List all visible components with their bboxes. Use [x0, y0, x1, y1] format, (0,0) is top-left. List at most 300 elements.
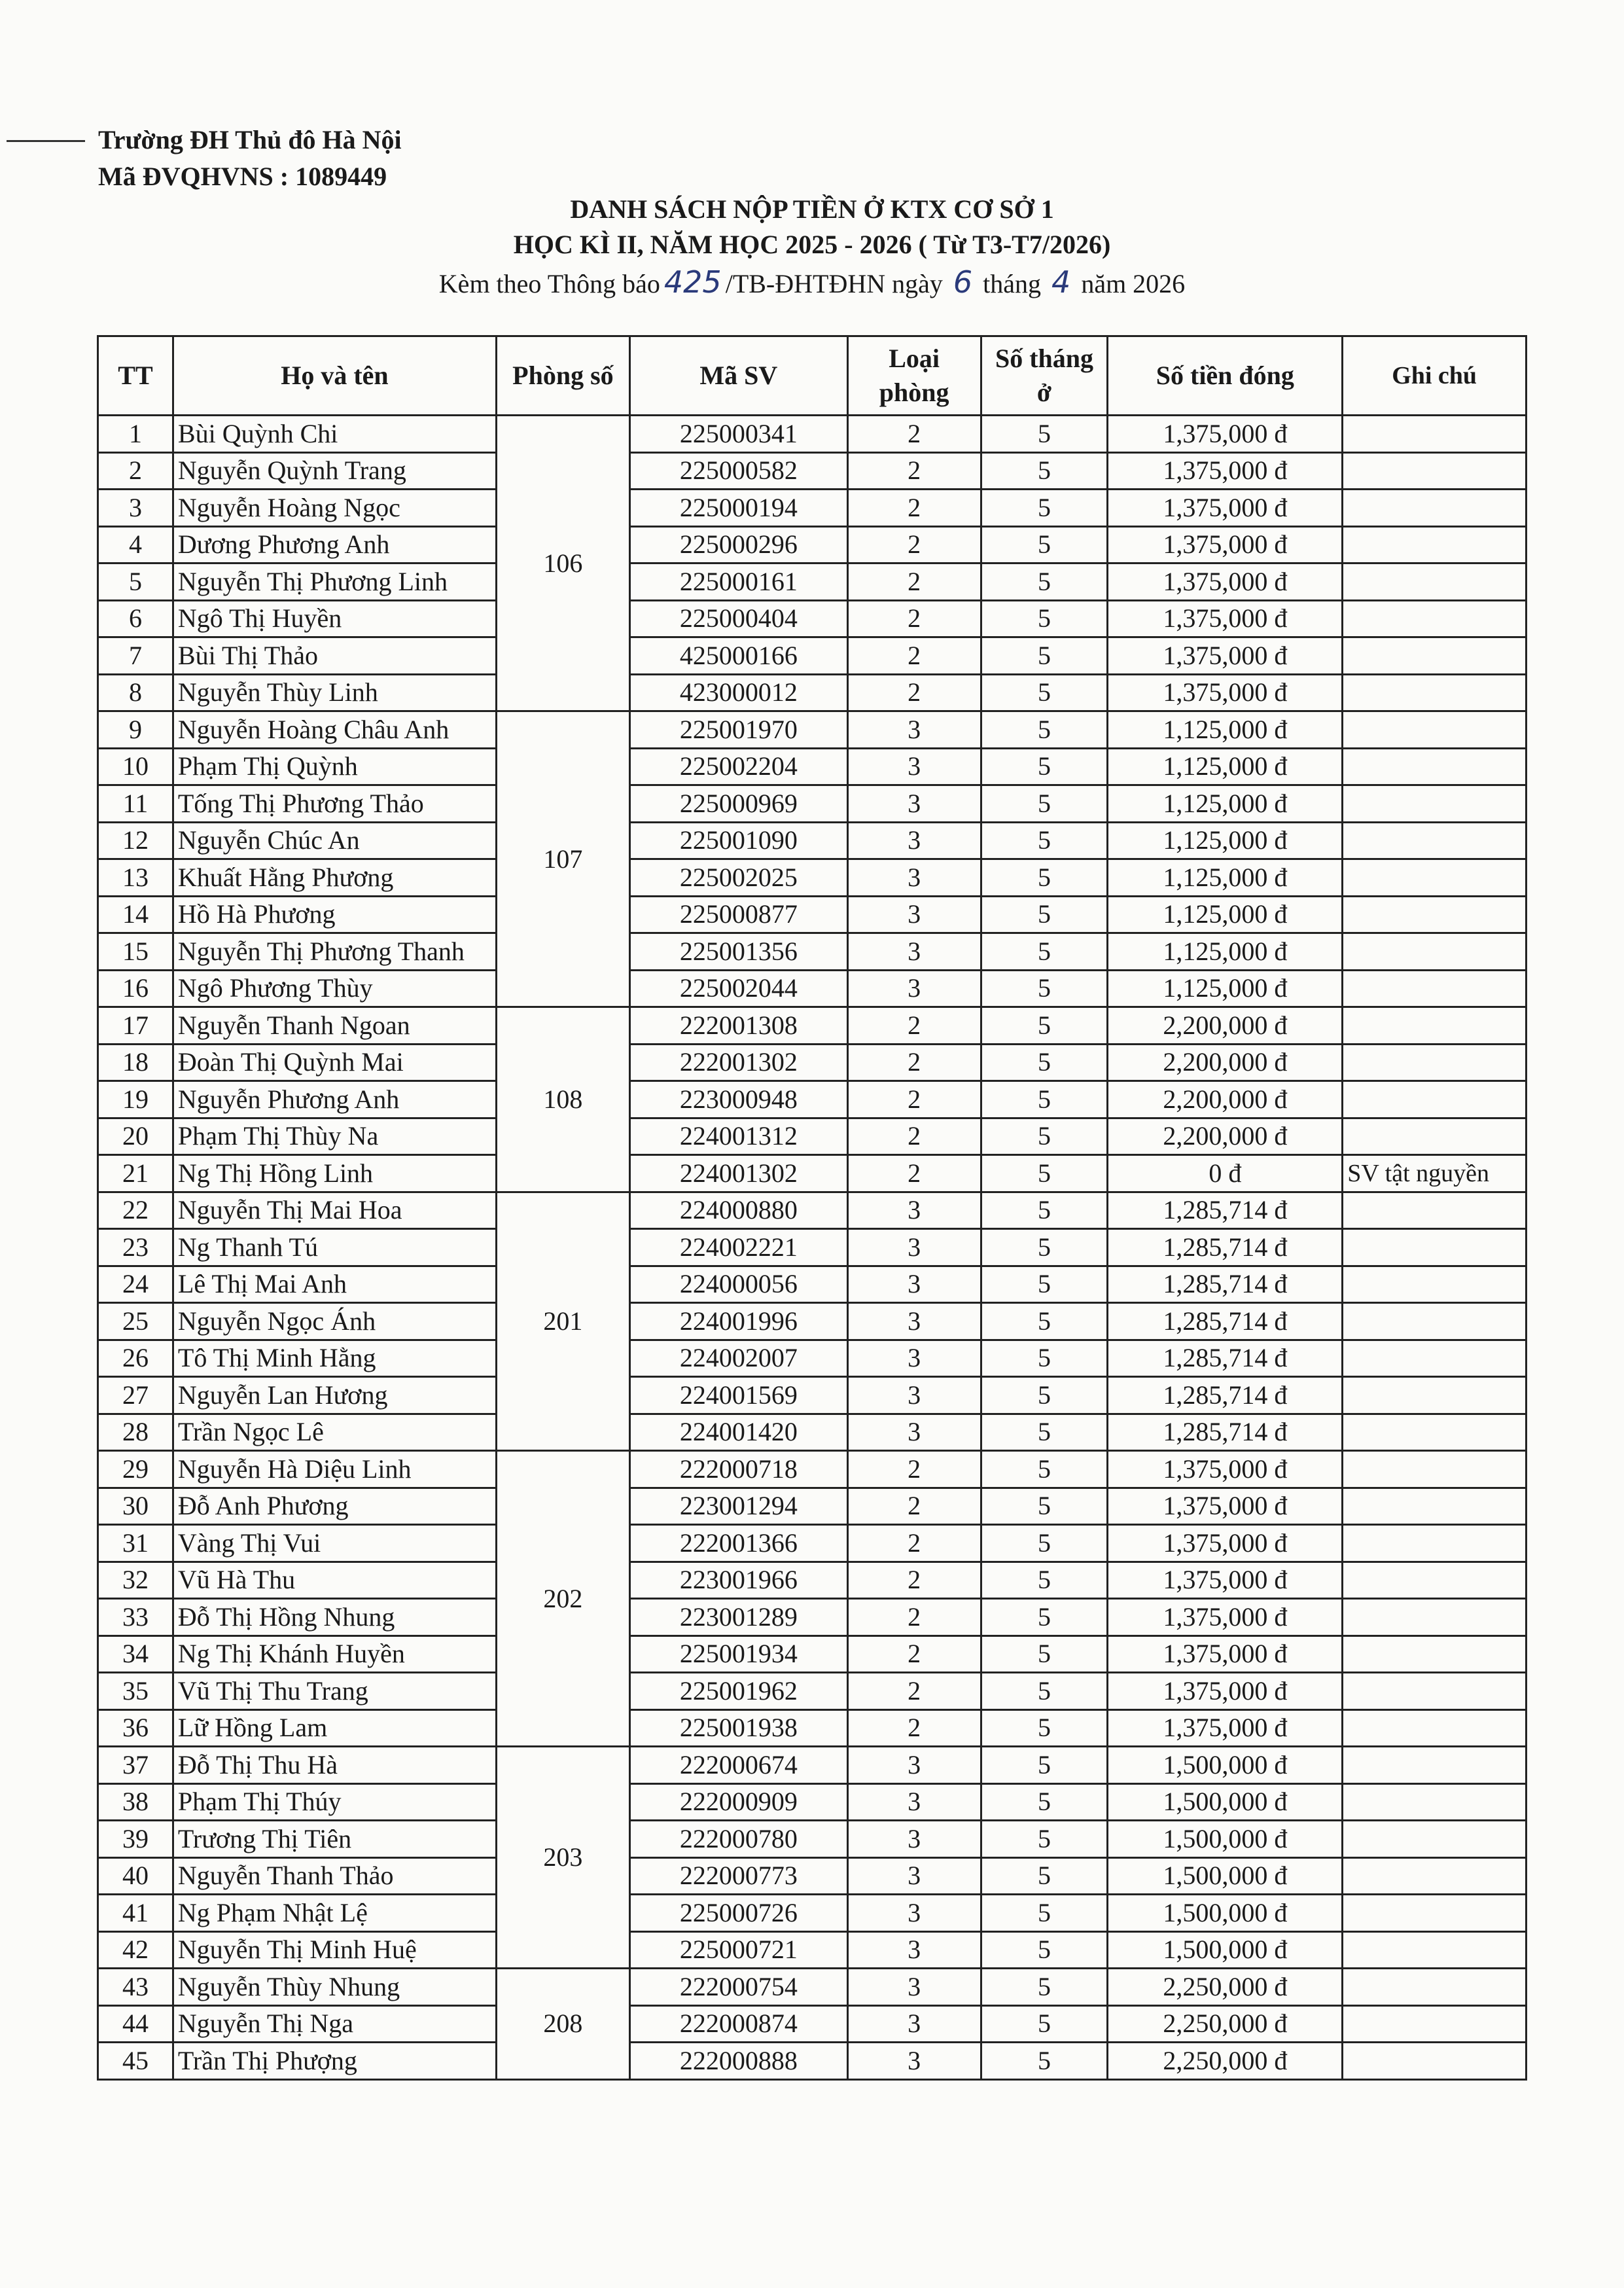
cell-student-id: 224000880 — [629, 1192, 847, 1229]
table-row — [98, 1747, 1527, 1784]
cell-room-type: 3 — [847, 1821, 981, 1858]
cell-room-type: 3 — [847, 1414, 981, 1451]
table-row — [98, 1081, 1527, 1118]
table-row — [98, 1192, 1527, 1229]
col-amount: Số tiền đóng — [1108, 336, 1343, 416]
cell-student-id: 224001302 — [629, 1155, 847, 1192]
cell-student-id: 224001420 — [629, 1414, 847, 1451]
table-row — [98, 674, 1527, 711]
reference-prefix: Kèm theo Thông báo — [438, 269, 660, 298]
cell-months: 5 — [981, 822, 1108, 859]
cell-amount: 1,375,000 đ — [1108, 1562, 1343, 1599]
cell-room: 203 — [496, 1747, 629, 1969]
cell-name: Vũ Hà Thu — [173, 1562, 496, 1599]
col-note: Ghi chú — [1343, 336, 1527, 416]
cell-name: Đỗ Anh Phương — [173, 1488, 496, 1525]
cell-amount: 1,500,000 đ — [1108, 1857, 1343, 1895]
cell-note — [1343, 1525, 1527, 1562]
cell-months: 5 — [981, 637, 1108, 675]
cell-name: Đoàn Thị Quỳnh Mai — [173, 1044, 496, 1081]
cell-tt: 13 — [98, 859, 173, 897]
cell-name: Nguyễn Lan Hương — [173, 1377, 496, 1414]
cell-tt: 30 — [98, 1488, 173, 1525]
cell-note — [1343, 1599, 1527, 1636]
cell-note — [1343, 1192, 1527, 1229]
cell-student-id: 223001289 — [629, 1599, 847, 1636]
cell-room-type: 3 — [847, 1377, 981, 1414]
cell-room-type: 3 — [847, 1229, 981, 1266]
cell-student-id: 423000012 — [629, 674, 847, 711]
cell-name: Nguyễn Quỳnh Trang — [173, 452, 496, 490]
cell-months: 5 — [981, 674, 1108, 711]
cell-student-id: 225002044 — [629, 970, 847, 1007]
cell-student-id: 225000582 — [629, 452, 847, 490]
table-row — [98, 1451, 1527, 1488]
cell-student-id: 222000874 — [629, 2005, 847, 2043]
cell-amount: 1,375,000 đ — [1108, 1599, 1343, 1636]
col-months: Số tháng ở — [981, 336, 1108, 416]
cell-room-type: 2 — [847, 1673, 981, 1710]
cell-room-type: 3 — [847, 1747, 981, 1784]
cell-room-type: 3 — [847, 1969, 981, 2006]
table-row — [98, 1007, 1527, 1045]
cell-amount: 1,125,000 đ — [1108, 970, 1343, 1007]
table-row — [98, 970, 1527, 1007]
table-row — [98, 822, 1527, 859]
cell-student-id: 225000404 — [629, 600, 847, 637]
cell-student-id: 224001996 — [629, 1303, 847, 1340]
cell-note — [1343, 1969, 1527, 2006]
cell-note — [1343, 1783, 1527, 1821]
cell-note — [1343, 896, 1527, 933]
cell-months: 5 — [981, 2043, 1108, 2080]
cell-tt: 7 — [98, 637, 173, 675]
cell-note — [1343, 1562, 1527, 1599]
cell-name: Trương Thị Tiên — [173, 1821, 496, 1858]
cell-tt: 37 — [98, 1747, 173, 1784]
cell-amount: 1,125,000 đ — [1108, 896, 1343, 933]
cell-student-id: 224000056 — [629, 1266, 847, 1303]
cell-amount: 2,200,000 đ — [1108, 1118, 1343, 1155]
cell-tt: 21 — [98, 1155, 173, 1192]
table-row — [98, 1155, 1527, 1192]
cell-tt: 27 — [98, 1377, 173, 1414]
cell-note: SV tật nguyền — [1343, 1155, 1527, 1192]
table-row — [98, 2043, 1527, 2080]
cell-room-type: 3 — [847, 711, 981, 749]
handwritten-number: 425 — [663, 264, 722, 300]
cell-name: Nguyễn Hoàng Châu Anh — [173, 711, 496, 749]
cell-name: Vũ Thị Thu Trang — [173, 1673, 496, 1710]
table-row — [98, 1266, 1527, 1303]
table-row — [98, 2005, 1527, 2043]
cell-tt: 26 — [98, 1340, 173, 1377]
cell-amount: 1,375,000 đ — [1108, 490, 1343, 527]
table-row — [98, 1636, 1527, 1673]
cell-student-id: 225001934 — [629, 1636, 847, 1673]
cell-amount: 1,285,714 đ — [1108, 1377, 1343, 1414]
cell-months: 5 — [981, 785, 1108, 823]
cell-amount: 2,200,000 đ — [1108, 1007, 1343, 1045]
cell-tt: 2 — [98, 452, 173, 490]
document-title: DANH SÁCH NỘP TIỀN Ở KTX CƠ SỞ 1 — [570, 194, 1054, 224]
cell-room-type: 2 — [847, 416, 981, 453]
cell-tt: 20 — [98, 1118, 173, 1155]
cell-room-type: 2 — [847, 1081, 981, 1118]
cell-tt: 36 — [98, 1709, 173, 1747]
cell-amount: 1,285,714 đ — [1108, 1266, 1343, 1303]
cell-room-type: 3 — [847, 859, 981, 897]
header-row — [98, 336, 1527, 416]
cell-student-id: 223000948 — [629, 1081, 847, 1118]
handwritten-day: 6 — [953, 264, 973, 300]
cell-student-id: 225000194 — [629, 490, 847, 527]
cell-amount: 1,125,000 đ — [1108, 822, 1343, 859]
col-tt: TT — [98, 336, 173, 416]
table-row — [98, 859, 1527, 897]
cell-note — [1343, 526, 1527, 563]
table-row — [98, 563, 1527, 601]
table-row — [98, 933, 1527, 971]
table-row — [98, 1709, 1527, 1747]
cell-months: 5 — [981, 1931, 1108, 1969]
cell-student-id: 225000296 — [629, 526, 847, 563]
cell-room-type: 2 — [847, 1044, 981, 1081]
cell-months: 5 — [981, 1857, 1108, 1895]
cell-amount: 1,285,714 đ — [1108, 1414, 1343, 1451]
cell-amount: 1,285,714 đ — [1108, 1192, 1343, 1229]
cell-months: 5 — [981, 1636, 1108, 1673]
cell-months: 5 — [981, 896, 1108, 933]
cell-tt: 6 — [98, 600, 173, 637]
table-row — [98, 1599, 1527, 1636]
cell-student-id: 222000909 — [629, 1783, 847, 1821]
cell-amount: 1,125,000 đ — [1108, 785, 1343, 823]
cell-student-id: 222001366 — [629, 1525, 847, 1562]
cell-amount: 1,500,000 đ — [1108, 1783, 1343, 1821]
cell-amount: 2,250,000 đ — [1108, 2043, 1343, 2080]
cell-amount: 1,500,000 đ — [1108, 1931, 1343, 1969]
cell-amount: 1,125,000 đ — [1108, 711, 1343, 749]
cell-tt: 31 — [98, 1525, 173, 1562]
handwritten-month: 4 — [1051, 264, 1071, 300]
cell-name: Ngô Thị Huyền — [173, 600, 496, 637]
table-row — [98, 1562, 1527, 1599]
cell-room-type: 3 — [847, 1857, 981, 1895]
cell-name: Đỗ Thị Hồng Nhung — [173, 1599, 496, 1636]
cell-room-type: 2 — [847, 674, 981, 711]
cell-name: Nguyễn Ngọc Ánh — [173, 1303, 496, 1340]
cell-tt: 8 — [98, 674, 173, 711]
cell-months: 5 — [981, 1118, 1108, 1155]
cell-name: Nguyễn Hoàng Ngọc — [173, 490, 496, 527]
cell-months: 5 — [981, 1303, 1108, 1340]
cell-note — [1343, 859, 1527, 897]
cell-name: Nguyễn Thanh Ngoan — [173, 1007, 496, 1045]
cell-room-type: 2 — [847, 1709, 981, 1747]
table-row — [98, 1414, 1527, 1451]
cell-months: 5 — [981, 711, 1108, 749]
reference-year: năm 2026 — [1081, 269, 1186, 298]
cell-room-type: 3 — [847, 1895, 981, 1932]
cell-tt: 24 — [98, 1266, 173, 1303]
cell-tt: 11 — [98, 785, 173, 823]
cell-tt: 34 — [98, 1636, 173, 1673]
cell-note — [1343, 1821, 1527, 1858]
cell-months: 5 — [981, 1266, 1108, 1303]
cell-tt: 22 — [98, 1192, 173, 1229]
cell-room: 202 — [496, 1451, 629, 1747]
cell-note — [1343, 1895, 1527, 1932]
cell-room: 201 — [496, 1192, 629, 1451]
table-row — [98, 1783, 1527, 1821]
cell-room-type: 3 — [847, 1192, 981, 1229]
cell-months: 5 — [981, 1451, 1108, 1488]
cell-tt: 39 — [98, 1821, 173, 1858]
cell-note — [1343, 1414, 1527, 1451]
table-row — [98, 452, 1527, 490]
cell-student-id: 222001308 — [629, 1007, 847, 1045]
table-row — [98, 1969, 1527, 2006]
cell-note — [1343, 1451, 1527, 1488]
cell-amount: 2,250,000 đ — [1108, 1969, 1343, 2006]
cell-tt: 38 — [98, 1783, 173, 1821]
cell-note — [1343, 1118, 1527, 1155]
cell-room-type: 2 — [847, 637, 981, 675]
cell-tt: 4 — [98, 526, 173, 563]
cell-room-type: 2 — [847, 1599, 981, 1636]
cell-months: 5 — [981, 563, 1108, 601]
cell-amount: 1,375,000 đ — [1108, 563, 1343, 601]
cell-room-type: 3 — [847, 1303, 981, 1340]
cell-amount: 1,375,000 đ — [1108, 1525, 1343, 1562]
cell-name: Ng Thị Hồng Linh — [173, 1155, 496, 1192]
table-row — [98, 1821, 1527, 1858]
scan-mark — [7, 140, 85, 142]
cell-room-type: 3 — [847, 896, 981, 933]
cell-note — [1343, 1709, 1527, 1747]
cell-note — [1343, 490, 1527, 527]
cell-name: Ng Thị Khánh Huyền — [173, 1636, 496, 1673]
cell-months: 5 — [981, 1155, 1108, 1192]
cell-student-id: 222000773 — [629, 1857, 847, 1895]
table-row — [98, 1931, 1527, 1969]
cell-name: Lê Thị Mai Anh — [173, 1266, 496, 1303]
cell-tt: 10 — [98, 748, 173, 785]
cell-amount: 1,125,000 đ — [1108, 933, 1343, 971]
cell-student-id: 222000780 — [629, 1821, 847, 1858]
cell-tt: 12 — [98, 822, 173, 859]
cell-note — [1343, 1931, 1527, 1969]
table-row — [98, 1118, 1527, 1155]
table-row — [98, 1895, 1527, 1932]
cell-months: 5 — [981, 1488, 1108, 1525]
cell-room-type: 2 — [847, 1118, 981, 1155]
cell-note — [1343, 674, 1527, 711]
cell-note — [1343, 933, 1527, 971]
table-row — [98, 600, 1527, 637]
table-row — [98, 490, 1527, 527]
cell-room-type: 3 — [847, 933, 981, 971]
cell-tt: 5 — [98, 563, 173, 601]
cell-amount: 0 đ — [1108, 1155, 1343, 1192]
cell-student-id: 224001569 — [629, 1377, 847, 1414]
cell-months: 5 — [981, 970, 1108, 1007]
cell-tt: 40 — [98, 1857, 173, 1895]
cell-name: Nguyễn Thùy Nhung — [173, 1969, 496, 2006]
cell-room-type: 2 — [847, 600, 981, 637]
cell-months: 5 — [981, 2005, 1108, 2043]
cell-name: Khuất Hằng Phương — [173, 859, 496, 897]
cell-amount: 1,375,000 đ — [1108, 452, 1343, 490]
cell-student-id: 222000718 — [629, 1451, 847, 1488]
cell-months: 5 — [981, 1525, 1108, 1562]
unit-code: Mã ĐVQHVNS : 1089449 — [98, 162, 387, 191]
cell-room-type: 3 — [847, 1931, 981, 1969]
cell-room-type: 3 — [847, 1266, 981, 1303]
cell-room-type: 3 — [847, 785, 981, 823]
cell-months: 5 — [981, 1821, 1108, 1858]
cell-tt: 3 — [98, 490, 173, 527]
cell-name: Trần Thị Phượng — [173, 2043, 496, 2080]
cell-name: Phạm Thị Quỳnh — [173, 748, 496, 785]
cell-name: Nguyễn Thị Phương Linh — [173, 563, 496, 601]
cell-amount: 1,375,000 đ — [1108, 674, 1343, 711]
cell-amount: 1,375,000 đ — [1108, 1709, 1343, 1747]
cell-name: Tống Thị Phương Thảo — [173, 785, 496, 823]
cell-name: Trần Ngọc Lê — [173, 1414, 496, 1451]
cell-tt: 19 — [98, 1081, 173, 1118]
cell-note — [1343, 416, 1527, 453]
cell-tt: 33 — [98, 1599, 173, 1636]
cell-months: 5 — [981, 1340, 1108, 1377]
table-row — [98, 1303, 1527, 1340]
table-row — [98, 711, 1527, 749]
col-student-id: Mã SV — [629, 336, 847, 416]
cell-months: 5 — [981, 452, 1108, 490]
cell-student-id: 224002221 — [629, 1229, 847, 1266]
cell-note — [1343, 711, 1527, 749]
cell-room-type: 3 — [847, 822, 981, 859]
cell-student-id: 425000166 — [629, 637, 847, 675]
cell-months: 5 — [981, 1377, 1108, 1414]
cell-months: 5 — [981, 600, 1108, 637]
table-row — [98, 1044, 1527, 1081]
cell-note — [1343, 2043, 1527, 2080]
cell-months: 5 — [981, 748, 1108, 785]
cell-name: Phạm Thị Thúy — [173, 1783, 496, 1821]
cell-name: Nguyễn Thị Minh Huệ — [173, 1931, 496, 1969]
cell-amount: 2,250,000 đ — [1108, 2005, 1343, 2043]
cell-months: 5 — [981, 1562, 1108, 1599]
cell-student-id: 223001966 — [629, 1562, 847, 1599]
cell-name: Nguyễn Thị Nga — [173, 2005, 496, 2043]
cell-name: Vàng Thị Vui — [173, 1525, 496, 1562]
cell-months: 5 — [981, 1599, 1108, 1636]
cell-note — [1343, 1488, 1527, 1525]
cell-months: 5 — [981, 1969, 1108, 2006]
cell-months: 5 — [981, 526, 1108, 563]
cell-amount: 2,200,000 đ — [1108, 1081, 1343, 1118]
cell-student-id: 225000721 — [629, 1931, 847, 1969]
cell-tt: 23 — [98, 1229, 173, 1266]
cell-student-id: 224002007 — [629, 1340, 847, 1377]
cell-amount: 1,125,000 đ — [1108, 859, 1343, 897]
reference-suffix: /TB-ĐHTĐHN ngày — [725, 269, 943, 298]
cell-room-type: 2 — [847, 1155, 981, 1192]
cell-room-type: 2 — [847, 1525, 981, 1562]
cell-note — [1343, 1673, 1527, 1710]
cell-amount: 1,285,714 đ — [1108, 1340, 1343, 1377]
cell-student-id: 222001302 — [629, 1044, 847, 1081]
cell-amount: 1,375,000 đ — [1108, 1451, 1343, 1488]
cell-room-type: 3 — [847, 970, 981, 1007]
cell-note — [1343, 1857, 1527, 1895]
cell-name: Đỗ Thị Thu Hà — [173, 1747, 496, 1784]
document-subtitle: HỌC KÌ II, NĂM HỌC 2025 - 2026 ( Từ T3-T7/2026) — [513, 230, 1111, 259]
cell-student-id: 225000877 — [629, 896, 847, 933]
table-row — [98, 1857, 1527, 1895]
table-row — [98, 1229, 1527, 1266]
cell-months: 5 — [981, 490, 1108, 527]
table-row — [98, 785, 1527, 823]
cell-room-type: 3 — [847, 2005, 981, 2043]
cell-name: Bùi Thị Thảo — [173, 637, 496, 675]
cell-room-type: 2 — [847, 563, 981, 601]
cell-amount: 1,375,000 đ — [1108, 1673, 1343, 1710]
cell-name: Tô Thị Minh Hằng — [173, 1340, 496, 1377]
cell-name: Nguyễn Thùy Linh — [173, 674, 496, 711]
cell-room: 208 — [496, 1969, 629, 2080]
table-row — [98, 748, 1527, 785]
cell-amount: 1,285,714 đ — [1108, 1229, 1343, 1266]
school-name: Trường ĐH Thủ đô Hà Nội — [98, 125, 402, 154]
cell-name: Ng Phạm Nhật Lệ — [173, 1895, 496, 1932]
cell-room-type: 2 — [847, 490, 981, 527]
col-room: Phòng số — [496, 336, 629, 416]
cell-months: 5 — [981, 1895, 1108, 1932]
cell-room-type: 3 — [847, 1340, 981, 1377]
cell-name: Dương Phương Anh — [173, 526, 496, 563]
cell-name: Hồ Hà Phương — [173, 896, 496, 933]
cell-note — [1343, 637, 1527, 675]
cell-months: 5 — [981, 933, 1108, 971]
cell-student-id: 222000754 — [629, 1969, 847, 2006]
cell-note — [1343, 1340, 1527, 1377]
cell-amount: 2,200,000 đ — [1108, 1044, 1343, 1081]
cell-tt: 1 — [98, 416, 173, 453]
cell-name: Ngô Phương Thùy — [173, 970, 496, 1007]
cell-student-id: 225001090 — [629, 822, 847, 859]
cell-name: Nguyễn Hà Diệu Linh — [173, 1451, 496, 1488]
cell-room-type: 3 — [847, 1783, 981, 1821]
col-name: Họ và tên — [173, 336, 496, 416]
cell-student-id: 225000726 — [629, 1895, 847, 1932]
reference-month-word: tháng — [983, 269, 1042, 298]
cell-months: 5 — [981, 1192, 1108, 1229]
cell-tt: 16 — [98, 970, 173, 1007]
cell-tt: 25 — [98, 1303, 173, 1340]
cell-note — [1343, 2005, 1527, 2043]
table-row — [98, 1340, 1527, 1377]
cell-note — [1343, 1303, 1527, 1340]
cell-student-id: 225000969 — [629, 785, 847, 823]
table-row — [98, 416, 1527, 453]
cell-amount: 1,375,000 đ — [1108, 637, 1343, 675]
cell-note — [1343, 1266, 1527, 1303]
cell-name: Nguyễn Phương Anh — [173, 1081, 496, 1118]
cell-student-id: 225001938 — [629, 1709, 847, 1747]
